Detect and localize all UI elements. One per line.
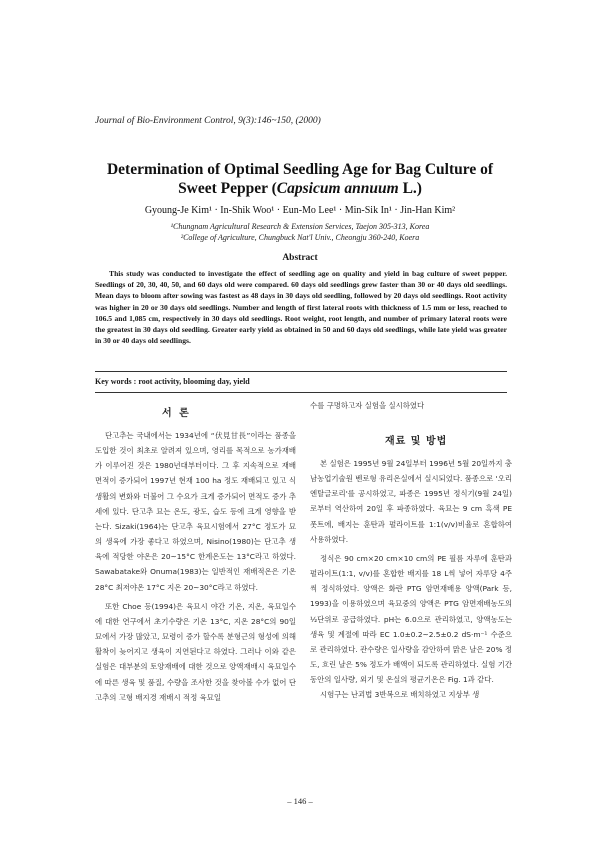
paper-title — [60, 160, 540, 198]
methods-paragraph-1: 본 실험은 1995년 9월 24일부터 1996년 5월 20일까지 충남농업기술원 벤로형 유리온실에서 실시되었다. 품종으로 '오리엔탈글로리'를 공시하였고, 파종은 1995년 정식기(9월 24일)로부터 역산하여 20일 후 파종하였다. 육묘는 9 cm 흑색 PE 폿트에, 배지는 훈탄과 펄라이트를 1:1(v/v)비율로 혼합하여 사용하였다. — [310, 459, 512, 544]
intro-paragraph-2: 또한 Choe 등(1994)은 육묘시 야간 기온, 지온, 육묘일수에 대한 연구에서 초기수량은 기온 13°C, 지온 28°C의 90일묘에서 가장 많았고, 묘령이 증가 할수록 분형근의 형성에 의해 활착이 늦어지고 생육이 지연된다고 하였다. 그러나 이와 같은 실험은 대부분의 토양재배에 대한 것으로 양액재배시 육묘일수에 따른 생육 및 품질, 수량을 조사한 것을 찾아볼 수가 없어 단고추의 고형 배지경 재배시 적정 육묘일 — [95, 601, 296, 702]
section-heading-intro: 서 론 — [162, 408, 191, 419]
intro-continuation: 수를 구명하고자 실험을 실시하였다 — [310, 401, 425, 410]
left-column — [95, 428, 296, 705]
abstract-heading: Abstract — [282, 253, 318, 263]
divider-bottom — [95, 392, 507, 393]
right-column — [310, 456, 512, 703]
intro-paragraph-1: 단고추는 국내에서는 1934년에 “伏見甘長”이라는 품종을 도입한 것이 최초로 알려져 있으며, 영리를 목적으로 농가재배가 이루어진 것은 1980년대부터이다. 그 후 지속적으로 재배면적이 증가되어 1997년 현재 100 ha 정도 재배되고 있고 식생활의 변화와 더불어 그 수요가 크게 증가되어 면적도 증가 추세에 있다. 단고추 묘는 온도, 광도, 습도 등에 크게 영향을 받는다. Sizaki(1964)는 단고추 육묘시험에서 27°C 정도가 묘의 생육에 가장 좋다고 하였으며, Nisino(1980)는 단고추 생육에 적당한 야온은 20~15°C 한계온도는 13°C라고 하였다. Sawabatake와 Onuma(1983)는 일반적인 재배적온은 기온 28°C 최저야온 17°C 지온 20~30°C라고 하였다. — [95, 431, 296, 592]
divider-top — [95, 371, 507, 372]
species-name: Capsicum annuum — [276, 180, 399, 197]
page-number: – 146 – — [287, 796, 313, 806]
keywords: Key words : root activity, blooming day, yield — [95, 377, 250, 386]
title-line-1: Determination of Optimal Seedling Age for Bag Culture of — [106, 161, 494, 178]
title-line-2: Sweet Pepper (Capsicum annuum L.) — [178, 180, 422, 197]
methods-paragraph-2: 정식은 90 cm×20 cm×10 cm의 PE 필름 자루에 훈탄과 펄라이트(1:1, v/v)를 혼합한 배지를 18 L씩 넣어 자루당 4주씩 정식하였다. 양액은 화란 PTG 암면재배용 양액(Park 등, 1993)을 이용하였으며 육묘중의 양액은 PTG 암면재배농도의 ½단위로 공급하였다. pH는 6.0으로 관리하였고, 양액농도는 생육 및 계절에 따라 EC 1.0±0.2~2.5±0.2 dS·m⁻¹ 수준으로 관리하였다. 관수량은 일사량을 감안하여 맑은 날은 20% 정도, 흐린 날은 5% 정도가 배액이 되도록 관리하였다. 실험 기간 동안의 일사량, 외기 및 온실의 평균기온은 Fig. 1과 같다. — [310, 553, 512, 685]
right-column-top — [310, 398, 512, 413]
affiliation-2: ²College of Agriculture, Chungbuck Nat'l Univ., Cheongju 360-240, Koera — [180, 233, 420, 242]
section-heading-methods: 재료 및 방법 — [385, 436, 448, 447]
methods-paragraph-3: 시험구는 난괴법 3반복으로 배치하였고 지상부 생 — [320, 690, 480, 700]
journal-citation: Journal of Bio-Environment Control, 9(3):146~150, (2000) — [95, 116, 321, 126]
affiliation-1: ¹Chungnam Agricultural Research & Extension Services, Taejon 305-313, Korea — [170, 222, 430, 231]
abstract-body: This study was conducted to investigate the effect of seedling age on quality and yield in bag culture of sweet pepper. Seedlings of 20, 30, 40, 50, and 60 days old were compared. 60 days old seedlings grew faster than 30 or 40 days old seedlings. Mean days to bloom after sowing was fastest as 48 days in 30 days old seedling, followed by 20 days old seedlings. Root activity was higher in 20 or 30 days old seedlings. Number and length of first lateral roots with thickness of 1.5 mm or less, reached to 106.5 and 1,085 cm, respectively in 30 days old seedlings. Root weight, root length, and number of primary lateral roots were the greatest in 30 days old seedling. Greater early yield as obtained in 50 and 60 days old seedlings, while late yield was greater in 30 or 40 days old seedlings. — [95, 269, 507, 346]
author-list: Gyoung-Je Kim¹ · In-Shik Woo¹ · Eun-Mo Lee¹ · Min-Sik In¹ · Jin-Han Kim² — [144, 205, 456, 216]
